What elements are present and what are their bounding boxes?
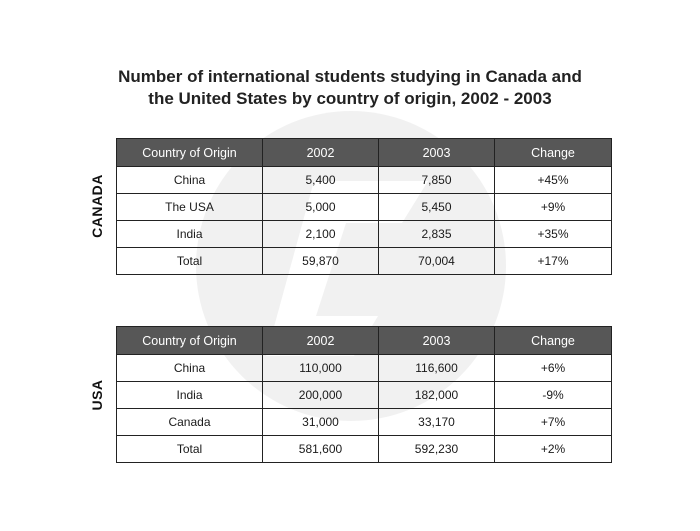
table-cell: India bbox=[117, 221, 263, 248]
table-row bbox=[117, 355, 612, 382]
table-cell: +17% bbox=[495, 248, 612, 275]
table-cell: 110,000 bbox=[263, 355, 379, 382]
usa-table bbox=[116, 326, 612, 463]
column-header: Change bbox=[495, 139, 612, 167]
table-cell: +35% bbox=[495, 221, 612, 248]
table-cell: Total bbox=[117, 248, 263, 275]
column-header: Country of Origin bbox=[117, 139, 263, 167]
table-row bbox=[117, 194, 612, 221]
column-header: 2002 bbox=[263, 139, 379, 167]
table-cell: 2,100 bbox=[263, 221, 379, 248]
table-cell: Canada bbox=[117, 409, 263, 436]
chart-title bbox=[0, 66, 700, 110]
table-cell: 31,000 bbox=[263, 409, 379, 436]
chart-title-line-1: Number of international students studying in Canada and bbox=[118, 67, 582, 86]
usa-table-label: USA bbox=[89, 379, 105, 411]
table-cell: 33,170 bbox=[379, 409, 495, 436]
table-cell: +7% bbox=[495, 409, 612, 436]
table-row bbox=[117, 409, 612, 436]
canada-table-label: CANADA bbox=[89, 174, 105, 238]
table-cell: 2,835 bbox=[379, 221, 495, 248]
column-header: 2003 bbox=[379, 139, 495, 167]
table-cell: China bbox=[117, 167, 263, 194]
table-cell: +2% bbox=[495, 436, 612, 463]
table-cell: The USA bbox=[117, 194, 263, 221]
table-cell: 5,000 bbox=[263, 194, 379, 221]
table-cell: 5,450 bbox=[379, 194, 495, 221]
table-row bbox=[117, 382, 612, 409]
table-cell: India bbox=[117, 382, 263, 409]
table-cell: +45% bbox=[495, 167, 612, 194]
table-row bbox=[117, 221, 612, 248]
column-header: Change bbox=[495, 327, 612, 355]
column-header: 2003 bbox=[379, 327, 495, 355]
table-cell: 200,000 bbox=[263, 382, 379, 409]
table-cell: 70,004 bbox=[379, 248, 495, 275]
table-cell: 592,230 bbox=[379, 436, 495, 463]
table-row bbox=[117, 167, 612, 194]
table-cell: Total bbox=[117, 436, 263, 463]
table-cell: 7,850 bbox=[379, 167, 495, 194]
table-cell: +6% bbox=[495, 355, 612, 382]
table-header-row bbox=[117, 327, 612, 355]
column-header: 2002 bbox=[263, 327, 379, 355]
table-cell: +9% bbox=[495, 194, 612, 221]
table-cell: -9% bbox=[495, 382, 612, 409]
table-cell: 59,870 bbox=[263, 248, 379, 275]
chart-title-line-2: the United States by country of origin, 2002 - 2003 bbox=[148, 89, 552, 108]
table-cell: 116,600 bbox=[379, 355, 495, 382]
table-row-total bbox=[117, 248, 612, 275]
table-row-total bbox=[117, 436, 612, 463]
table-cell: 5,400 bbox=[263, 167, 379, 194]
table-cell: 182,000 bbox=[379, 382, 495, 409]
table-cell: 581,600 bbox=[263, 436, 379, 463]
column-header: Country of Origin bbox=[117, 327, 263, 355]
table-header-row bbox=[117, 139, 612, 167]
canada-table bbox=[116, 138, 612, 275]
table-cell: China bbox=[117, 355, 263, 382]
